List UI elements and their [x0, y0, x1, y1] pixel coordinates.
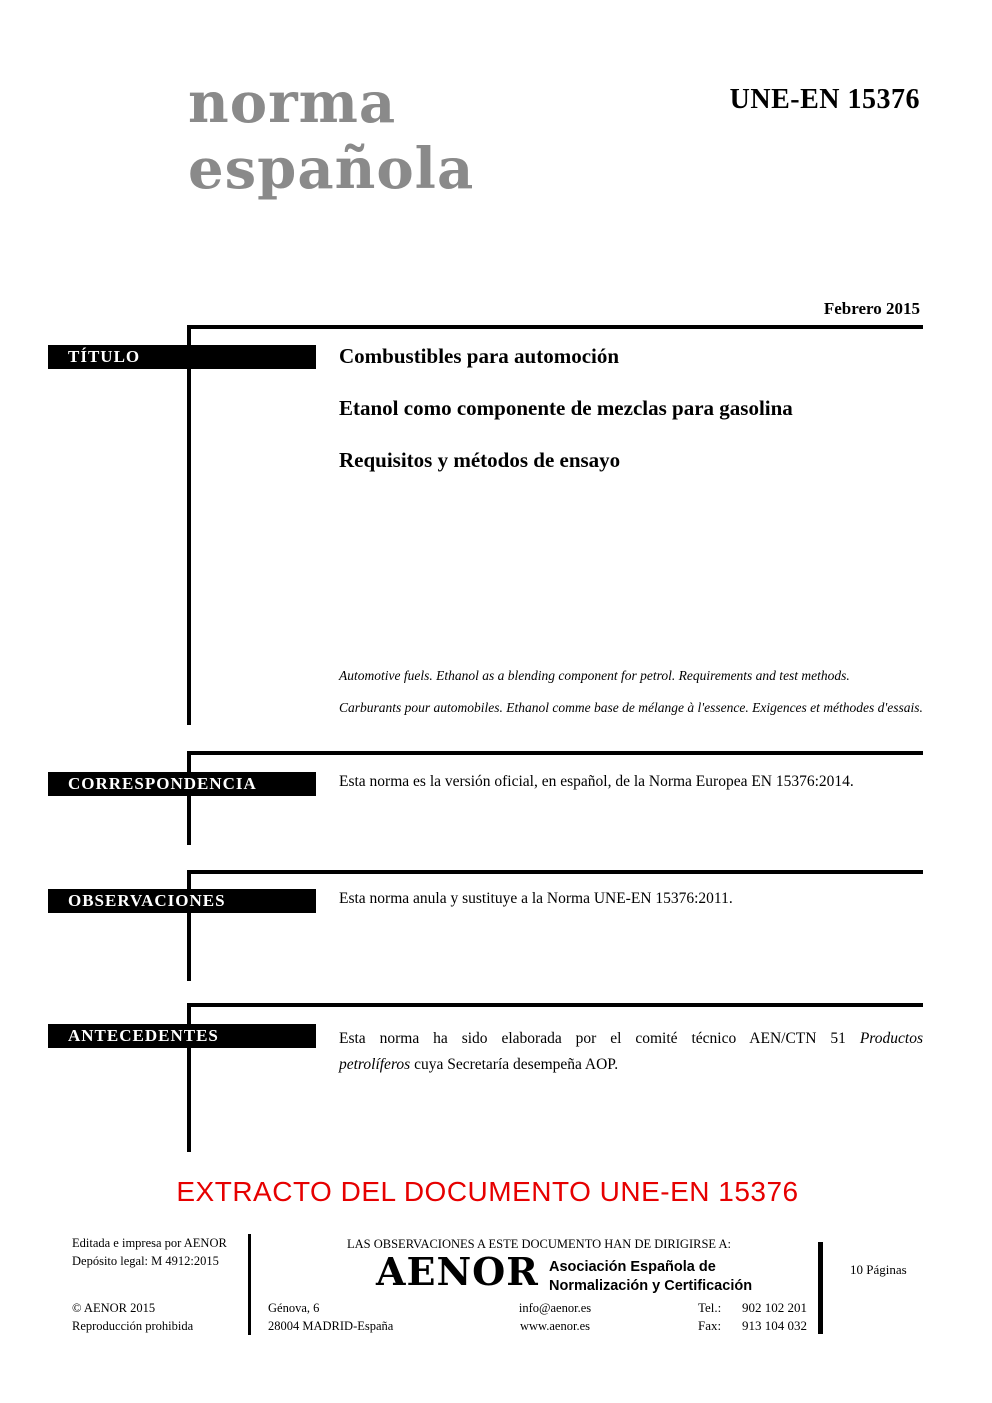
antecedentes-label: ANTECEDENTES — [68, 1026, 219, 1045]
title-line-1: Combustibles para automoción — [339, 344, 620, 368]
antecedentes-text — [339, 1026, 923, 1078]
antecedentes-line2-italic: petrolíferos — [339, 1056, 411, 1073]
footer-tel-label: Tel.: — [698, 1300, 722, 1315]
extract-banner: EXTRACTO DEL DOCUMENTO UNE-EN 15376 — [176, 1176, 799, 1207]
footer-imprint — [72, 1234, 227, 1270]
correspondencia-text: Esta norma es la versión oficial, en español, de la Norma Europea EN 15376:2014. — [339, 773, 854, 790]
footer-fax-label: Fax: — [698, 1318, 722, 1333]
observaciones-vertical-rule — [187, 870, 191, 981]
antecedentes-line1-normal: Esta norma ha sido elaborada por el comité técnico AEN/CTN 51 — [339, 1030, 846, 1047]
footer-contact-web — [505, 1299, 605, 1335]
footer-city: 28004 MADRID-España — [268, 1319, 394, 1333]
footer-edited-by: Editada e impresa por AENOR — [72, 1236, 227, 1250]
logo-line-norma: norma — [188, 70, 397, 136]
observaciones-label: OBSERVACIONES — [68, 891, 226, 910]
title-line-3: Requisitos y métodos de ensayo — [339, 448, 621, 472]
document-code: UNE-EN 15376 — [729, 84, 920, 115]
aenor-org-line-2: Normalización y Certificación — [549, 1278, 753, 1294]
footer-notice: LAS OBSERVACIONES A ESTE DOCUMENTO HAN DE DIRIGIRSE A: — [347, 1237, 731, 1251]
correspondencia-label: CORRESPONDENCIA — [68, 774, 257, 793]
antecedentes-line2-normal: cuya Secretaría desempeña AOP. — [414, 1056, 619, 1073]
title-english: Automotive fuels. Ethanol as a blending component for petrol. Requirements and test methods. — [339, 668, 850, 683]
title-french: Carburants pour automobiles. Ethanol comme base de mélange à l'essence. Exigences et méthodes d'essais. — [339, 700, 923, 715]
logo-line-espanola: española — [188, 136, 475, 202]
footer-page-count: 10 Páginas — [850, 1262, 907, 1277]
titulo-vertical-rule — [187, 325, 191, 725]
titulo-label-bar — [48, 345, 316, 369]
footer-address — [268, 1299, 393, 1335]
antecedentes-line1-italic: Productos — [859, 1030, 923, 1047]
antecedentes-label-bar — [48, 1024, 316, 1048]
aenor-org-name — [549, 1258, 752, 1296]
footer-divider-right — [818, 1242, 823, 1334]
titulo-horizontal-rule — [187, 325, 923, 329]
correspondencia-label-bar — [48, 772, 316, 796]
observaciones-label-bar — [48, 889, 316, 913]
footer-website: www.aenor.es — [519, 1319, 590, 1333]
footer-tel-value: 902 102 201 — [742, 1300, 807, 1315]
footer-reproduction: Reproducción prohibida — [72, 1319, 194, 1333]
footer-email: info@aenor.es — [518, 1301, 592, 1315]
titulo-label: TÍTULO — [68, 347, 141, 366]
observaciones-text: Esta norma anula y sustituye a la Norma UNE-EN 15376:2011. — [339, 890, 733, 907]
observaciones-horizontal-rule — [187, 870, 923, 874]
correspondencia-horizontal-rule — [187, 751, 923, 755]
footer-copyright-block — [72, 1299, 193, 1335]
footer-legal-deposit: Depósito legal: M 4912:2015 — [72, 1254, 219, 1268]
correspondencia-vertical-rule — [187, 751, 191, 845]
antecedentes-horizontal-rule — [187, 1003, 923, 1007]
aenor-logo: AENOR — [376, 1249, 539, 1294]
footer-fax-value: 913 104 032 — [742, 1318, 807, 1333]
publication-date: Febrero 2015 — [823, 299, 920, 318]
title-line-2: Etanol como componente de mezclas para gasolina — [339, 396, 793, 420]
footer-divider-left — [248, 1234, 251, 1335]
aenor-org-line-1: Asociación Española de — [549, 1259, 716, 1275]
antecedentes-text-line-1 — [339, 1026, 923, 1052]
norma-espanola-logo — [188, 70, 474, 202]
footer-copyright: © AENOR 2015 — [72, 1301, 156, 1315]
footer-phone-block — [698, 1299, 807, 1335]
antecedentes-text-line-2 — [339, 1052, 923, 1078]
footer-street: Génova, 6 — [268, 1301, 320, 1315]
